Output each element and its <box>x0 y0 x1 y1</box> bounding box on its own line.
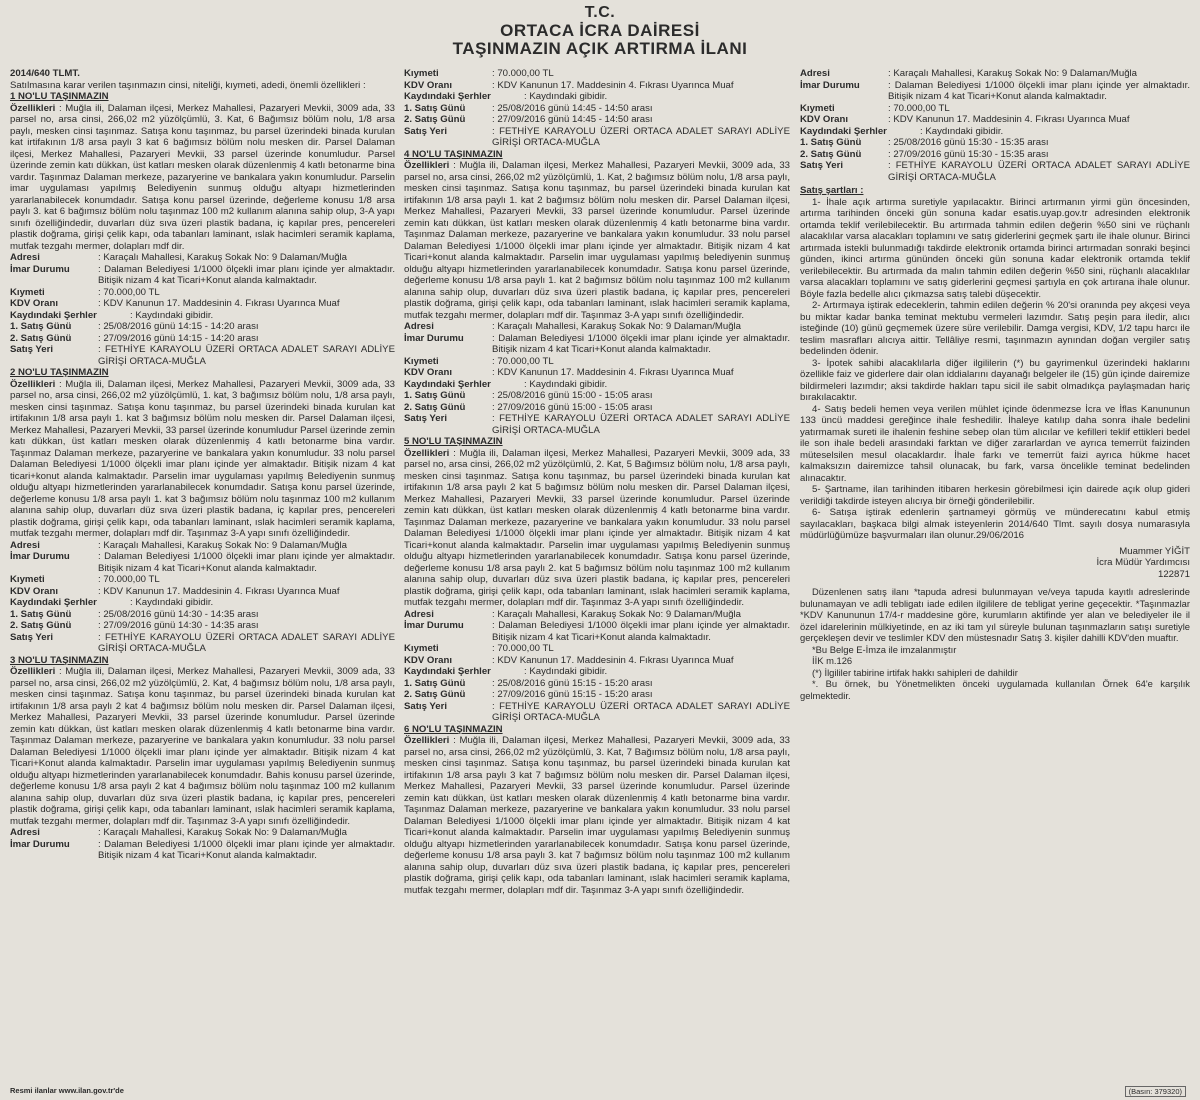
address-label: Adresi <box>10 539 40 551</box>
condition-2: 2- Artırmaya iştirak edeceklerin, tahmin edilen değerin % 20'si oranında pey akçesi veya bu miktar kadar banka teminat mektubu vermeleri lazımdır. Satış peşin para iledir, alıcı isteğinde (10) günü geçmemek üzere süre verilebilir. Damga vergisi, KDV, 1/2 tapu harcı ile teslim masrafları alıcıya aittir. Tellâliye resmi, taşınmazın aynından doğan vergiler satış bedelinden ödenir. <box>800 300 1190 357</box>
value-amount: : 70.000,00 TL <box>492 68 554 79</box>
sale2-label: 2. Satış Günü <box>404 689 466 700</box>
vat-value: : KDV Kanunun 17. Maddesinin 4. Fıkrası Uyarınca Muaf <box>98 585 340 597</box>
features-text: : Muğla ili, Dalaman ilçesi, Merkez Mahallesi, Pazaryeri Mevkii, 3009 ada, 33 parsel no, arsa cinsi, 266,02 m2 yüzölçümlü, 2. Kat, 5 Bağımsız bölüm nolu, 1/8 arsa paylı, mesken cinsi taşınmaz. Satışa konu taşınmaz, bu parsel üzerindeki binada kurulan kat irtifakının 1/8 arsa paylı 2 kat 5 bağımsız bölüm nolu mesken dir. Parsel Dalaman ilçesi, Merkez Mahallesi, Pazaryeri Mevkii, 33 parsel üzerinde konumludur. Parsel üzerinde zemin katı dükkan, üst katları mesken olarak düzenlenmiş 4 katlı betonarme bina vardır. Taşınmaz Dalaman merkeze, pazaryerine ve bankalara yakın konumludur. 33 nolu parsel Dalaman Belediyesi 1/1000 ölçekli imar planı içinde yer almaktadır. Bitişik nizam 4 kat Ticari+konut alanda kalmaktadır. Parselin imar uygulaması yapılmış Belediyenin sunmuş olduğu altyapı hizmetlerinden yararlanabilecek konumdadır. Satışa konu parsel üzerinde, değerleme konusu 1/8 arsa paylı 2. kat 5 bağımsız bölüm nolu taşınmaz 100 m2 kullanım alanına sahip olup, duvarları düz sıva üzeri plastik badana, iç kapılar pres, pencereleri plastik doğrama, girişi çelik kapı, oda tabanları laminant, ıslak hacimleri seramik kaplama, mutfak tezgahı mermer, dolapları mdf dir. Taşınmaz 3-A yapı sınıfı özelliğindedir. <box>404 447 790 608</box>
address-label: Adresi <box>404 608 434 620</box>
value-row <box>800 103 1190 115</box>
header-office: ORTACA İCRA DAİRESİ <box>500 21 700 40</box>
sale2-row <box>800 149 1190 161</box>
place-value: : FETHİYE KARAYOLU ÜZERİ ORTACA ADALET SARAYI ADLİYE GİRİŞİ ORTACA-MUĞLA <box>98 631 395 654</box>
value-label: Kıymeti <box>404 643 439 654</box>
condition-6: 6- Satışa iştirak edenlerin şartnameyi görmüş ve münderecatını kabul etmiş sayılacakları, başkaca bilgi almak isteyenlerin 2014/640 Tlmt. sayılı dosya numarasıyla müdürlüğümüze başvurmaları ilan olunur.29/06/2016 <box>800 507 1190 541</box>
property-3-cont <box>404 68 790 149</box>
vat-row <box>404 367 790 379</box>
features-label: Özellikleri <box>404 160 450 171</box>
address-row <box>800 68 1190 80</box>
annotations-value: : Kaydındaki gibidir. <box>920 125 1004 137</box>
sale2-label: 2. Satış Günü <box>10 620 72 631</box>
address-label: Adresi <box>800 68 830 79</box>
zoning-label: İmar Durumu <box>10 551 70 562</box>
annotations-label: Kaydındaki Şerhler <box>404 666 491 677</box>
annotations-row <box>10 310 395 322</box>
place-row <box>404 126 790 149</box>
condition-4: 4- Satış bedeli hemen veya verilen mühlet içinde ödenmezse İcra ve İflas Kanununun 133 üncü maddesi gereğince ihale feshedilir. İhaleye katılıp daha sonra ihale bedelini yatırmamak sureti ile ihalenin feshine sebep olan tüm alıcılar ve kefilleri teklif ettikleri bedel ile son ihale bedeli arasındaki farktan ve diğer zararlardan ve ayrıca temerrüt faizinden müteselsilen mesul olacaklardır. İhale farkı ve temerrüt faizi ayrıca hükme hacet kalmaksızın dairemizce tahsil olunacak, bu fark, varsa öncelikle teminat bedelinden alınacaktır. <box>800 403 1190 484</box>
annotations-value: : Kaydındaki gibidir. <box>524 91 608 102</box>
vat-row <box>10 298 395 310</box>
sale1-label: 1. Satış Günü <box>10 321 72 332</box>
vat-value: : KDV Kanunun 17. Maddesinin 4. Fıkrası Uyarınca Muaf <box>492 79 734 91</box>
vat-row <box>404 655 790 667</box>
features-text: : Muğla ili, Dalaman ilçesi, Merkez Mahallesi, Pazaryeri Mevkii, 3009 ada, 33 parsel no, arsa cinsi, 266,02 m2 yüzölçümlü, 3. Kat, 6 Bağımsız bölüm nolu, 1/8 arsa paylı, mesken cinsi taşınmaz. Satışa konu taşınmaz, bu parsel üzerindeki binada kurulan kat irtifakının 1/8 arsa paylı 3 kat 6 bağımsız bölüm nolu mesken dir. Parsel Dalaman ilçesi, Merkez Mahallesi, Pazaryeri Mevkii, 33 parsel üzerinde konumludur. Parsel üzerinde zemin katı dükkan, üst katları mesken olarak düzenlenmiş 4 katlı betonarme bina vardır. Taşınmaz Dalaman merkeze, pazaryerine ve bankalara yakın konumludur. Parselin imar uygulaması yapılmış Belediyenin sunmuş olduğu altyapı hizmetlerinden yararlanabilecek konumdadır. Satışa konu parsel üzerinde, değerleme konusu 1/8 arsa paylı 3. kat 6 bağımsız bölüm nolu taşınmaz 100 m2 kullanım alanına sahip olup, 3-A yapı sınıfı özelliğindedir, duvarları düz sıva üzeri plastik badana, iç kapılar pres, pencereleri plastik doğrama, girişi çelik kapı, oda tabanları laminant, ıslak hacimleri seramik kaplama, mutfak tezgahı mermer, dolapları mdf dir. <box>10 102 395 252</box>
value-amount: : 70.000,00 TL <box>492 643 554 654</box>
address-value: : Karaçalı Mahallesi, Karakuş Sokak No: 9 Dalaman/Muğla <box>492 608 742 620</box>
place-row <box>800 160 1190 183</box>
condition-3: 3- İpotek sahibi alacaklılarla diğer ilgililerin (*) bu gayrimenkul üzerindeki haklarını özellikle faiz ve giderlere dair olan iddialarını dayanağı belgeler ile (15) gün içinde dairemize bildirmeleri lazımdır; aksi takdirde hakları tapu sicil ile sabit olmadıkça paylaşmadan hariç bırakılacaktır. <box>800 357 1190 403</box>
annotations-row <box>404 666 790 678</box>
vat-value: : KDV Kanunun 17. Maddesinin 4. Fıkrası Uyarınca Muaf <box>492 367 734 378</box>
property-features <box>10 103 395 253</box>
condition-5: 5- Şartname, ilan tarihinden itibaren herkesin görebilmesi için dairede açık olup gideri verildiği takdirde isteyen alıcıya bir örneği gönderilebilir. <box>800 484 1190 507</box>
features-text: : Muğla ili, Dalaman ilçesi, Merkez Mahallesi, Pazaryeri Mevkii, 3009 ada, 33 parsel no, arsa cinsi, 266,02 m2 yüzölçümlü, 1. Kat, 2 bağımsız bölüm nolu, 1/8 arsa paylı, mesken cinsi taşınmaz. Satışa konu taşınmaz, bu parsel üzerindeki binada kurulan kat irtifakının 1/8 arsa paylı 1. kat 2 bağımsız bölüm nolu mesken dir. Parsel Dalaman ilçesi, Merkez Mahallesi, Pazaryeri Mevkii, 33 parsel üzerinde konumludur. Parsel üzerinde zemin katı dükkan, üst katları mesken olarak düzenlenmiş 4 katlı betonarme bina vardır. Taşınmaz Dalaman merkeze, pazaryerine ve bankalara yakın konumludur. 33 nolu parsel Dalaman Belediyesi 1/1000 ölçekli imar planı içinde yer almaktadır. Bitişik nizam 4 kat Ticari+konut alanda kalmaktadır. Parselin imar uygulaması yapılmış belediyenin sunmuş olduğu altyapı hizmetlerinden yararlanabilecek konumdadır. Satışa konu parsel üzerinde, değerleme konusu 1/8 arsa paylı 1. kat 2 bağımsız bölüm nolu taşınmaz 100 m2 kullanım alanına sahip olup, duvarları düz sıva üzeri plastik badana, iç kapılar pres, pencereleri plastik doğrama, girişi çelik kapı, oda tabanları laminant, ıslak hacimleri seramik kaplama, mutfak tezgahı mermer, dolapları mdf dir. Taşınmaz 3-A yapı sınıfı özelliğindedir. <box>404 160 790 321</box>
address-value: : Karaçalı Mahallesi, Karakuş Sokak No: 9 Dalaman/Muğla <box>888 68 1138 79</box>
sale1-row <box>404 390 790 402</box>
signature-title: İcra Müdür Yardımcısı <box>1096 557 1190 568</box>
column-3 <box>800 68 1190 1084</box>
property-2 <box>10 367 395 655</box>
sale1-row <box>10 321 395 333</box>
sale1-label: 1. Satış Günü <box>404 102 466 114</box>
condition-1: 1- İhale açık artırma suretiyle yapılacaktır. Birinci artırmanın yirmi gün öncesinden, artırma tarihinden önceki gün sonuna kadar esatis.uyap.gov.tr adresinden elektronik ortamda teklif verilebilecektir. Bu artırmada tahmin edilen değerin %50 sini ve rüçhanlı alacaklılar varsa alacakları toplamını ve satış giderlerini geçmek şartı ile ihale olunur. Birinci artırmada istekli bulunmadığı takdirde elektronik ortamda birinci artırmadan sonraki beşinci günden, ikinci artırma gününden önceki gün sonuna kadar elektronik ortamda teklif verilebilecektir. Bu artırmada da malın tahmin edilen değerin %50 sini, rüçhanlı alacaklılar varsa alacakları toplamını ve satış giderlerini geçmesi şartıyla en çok artırana ihale olunur. Böyle fazla bedelle alıcı çıkmazsa satış talebi düşecektir. <box>800 196 1190 300</box>
place-row <box>10 632 395 655</box>
value-label: Kıymeti <box>10 574 45 585</box>
zoning-value: : Dalaman Belediyesi 1/1000 ölçekli imar planı içinde yer almaktadır. Bitişik nizam 4 kat Ticari+Konut alanda kalmaktadır. <box>98 551 395 574</box>
sale2-label: 2. Satış Günü <box>404 114 466 125</box>
place-label: Satış Yeri <box>404 125 448 137</box>
property-3 <box>10 655 395 862</box>
sale2-label: 2. Satış Günü <box>800 148 862 160</box>
property-title: 5 NO'LU TAŞINMAZIN <box>404 436 503 447</box>
header-title: TAŞINMAZIN AÇIK ARTIRMA İLANI <box>452 39 748 58</box>
sale1-value: : 25/08/2016 günü 15:00 - 15:05 arası <box>492 390 653 401</box>
intro-text: Satılmasına karar verilen taşınmazın cinsi, niteliği, kıymeti, adedi, önemli özellikleri : <box>10 79 366 91</box>
column-2 <box>404 68 790 1084</box>
sale1-label: 1. Satış Günü <box>404 677 466 689</box>
place-value: : FETHİYE KARAYOLU ÜZERİ ORTACA ADALET SARAYI ADLİYE GİRİŞİ ORTACA-MUĞLA <box>492 413 790 436</box>
vat-label: KDV Oranı <box>10 298 58 309</box>
address-row <box>10 827 395 839</box>
zoning-value: : Dalaman Belediyesi 1/1000 ölçekli imar planı içinde yer almaktadır. Bitişik nizam 4 kat Ticari+Konut alanda kalmaktadır. <box>888 79 1190 102</box>
annotations-label: Kaydındaki Şerhler <box>10 597 97 608</box>
sale1-row <box>404 103 790 115</box>
vat-label: KDV Oranı <box>800 114 848 125</box>
property-1 <box>10 91 395 367</box>
property-features <box>10 666 395 827</box>
features-label: Özellikleri <box>404 735 450 746</box>
sale2-value: : 27/09/2016 günü 14:45 - 14:50 arası <box>492 114 653 125</box>
annotations-label: Kaydındaki Şerhler <box>800 125 887 137</box>
sale1-row <box>800 137 1190 149</box>
sale1-value: : 25/08/2016 günü 14:15 - 14:20 arası <box>98 321 259 332</box>
place-value: : FETHİYE KARAYOLU ÜZERİ ORTACA ADALET SARAYI ADLİYE GİRİŞİ ORTACA-MUĞLA <box>98 344 395 367</box>
signature-block <box>800 546 1190 581</box>
value-row <box>404 68 790 80</box>
sale1-label: 1. Satış Günü <box>404 390 466 401</box>
address-row <box>404 609 790 621</box>
address-value: : Karaçalı Mahallesi, Karakuş Sokak No: 9 Dalaman/Muğla <box>98 252 348 263</box>
vat-label: KDV Oranı <box>404 654 452 666</box>
zoning-label: İmar Durumu <box>800 79 860 91</box>
note-1: Düzenlenen satış ilanı *tapuda adresi bulunmayan ve/veya tapuda kayıtlı adreslerinde bulunamayan ve adli tebligatı iade edilen ilgililere de tebligat yerine geçecektir. *Taşınmazlar *KDV Kanununun 17/4-r maddesine göre, kurumların aktifinde yer alan ve belediyeler ile il özel idarelerinin mülkiyetinde, en az iki tam yıl süreyle bulunan taşınmazların satışı suretiyle gerçekleşen devir ve teslimler KDV den müstesnadır Satış 3. kişiler dahilli KDV'den muaftır. <box>800 586 1190 643</box>
zoning-row <box>10 839 395 862</box>
property-5 <box>404 436 790 724</box>
address-label: Adresi <box>404 321 434 332</box>
value-label: Kıymeti <box>404 355 439 367</box>
annotations-value: : Kaydındaki gibidir. <box>130 309 214 321</box>
signature-name: Muammer YİĞİT <box>1119 545 1190 557</box>
notes-block <box>800 586 1190 701</box>
sale1-value: : 25/08/2016 günü 14:45 - 14:50 arası <box>492 102 653 114</box>
property-features <box>404 448 790 609</box>
value-row <box>10 574 395 586</box>
property-title: 1 NO'LU TAŞINMAZIN <box>10 91 109 102</box>
property-title: 3 NO'LU TAŞINMAZIN <box>10 654 109 666</box>
file-number: 2014/640 TLMT. <box>10 68 80 79</box>
sale2-label: 2. Satış Günü <box>404 401 466 413</box>
sale2-value: : 27/09/2016 günü 14:15 - 14:20 arası <box>98 332 259 344</box>
sale2-row <box>404 114 790 126</box>
sale2-row <box>10 333 395 345</box>
vat-label: KDV Oranı <box>404 367 452 378</box>
property-6 <box>404 724 790 897</box>
note-3: İİK m.126 <box>812 655 853 666</box>
value-label: Kıymeti <box>800 102 835 114</box>
place-label: Satış Yeri <box>10 344 54 355</box>
vat-row <box>10 586 395 598</box>
address-row <box>404 321 790 333</box>
zoning-value: : Dalaman Belediyesi 1/1000 ölçekli imar planı içinde yer almaktadır. Bitişik nizam 4 kat Ticari+Konut alanda kalmaktadır. <box>98 263 395 286</box>
address-value: : Karaçalı Mahallesi, Karakuş Sokak No: 9 Dalaman/Muğla <box>98 539 348 551</box>
value-amount: : 70.000,00 TL <box>492 355 554 367</box>
vat-value: : KDV Kanunun 17. Maddesinin 4. Fıkrası Uyarınca Muaf <box>888 114 1130 125</box>
address-value: : Karaçalı Mahallesi, Karakuş Sokak No: 9 Dalaman/Muğla <box>98 827 348 838</box>
features-label: Özellikleri <box>10 666 56 677</box>
value-amount: : 70.000,00 TL <box>888 102 950 114</box>
vat-value: : KDV Kanunun 17. Maddesinin 4. Fıkrası Uyarınca Muaf <box>492 654 734 666</box>
sale2-row <box>404 689 790 701</box>
annotations-value: : Kaydındaki gibidir. <box>524 378 608 390</box>
sale2-row <box>10 620 395 632</box>
zoning-row <box>10 264 395 287</box>
zoning-row <box>10 551 395 574</box>
sale1-value: : 25/08/2016 günü 14:30 - 14:35 arası <box>98 608 259 620</box>
conditions-title: Satış şartları : <box>800 185 864 196</box>
property-features <box>404 735 790 896</box>
value-label: Kıymeti <box>10 286 45 298</box>
sale1-row <box>404 678 790 690</box>
sale2-row <box>404 402 790 414</box>
vat-row <box>404 80 790 92</box>
column-1 <box>10 68 395 1084</box>
annotations-row <box>404 379 790 391</box>
annotations-row <box>10 597 395 609</box>
value-amount: : 70.000,00 TL <box>98 574 160 585</box>
annotations-row <box>404 91 790 103</box>
place-value: : FETHİYE KARAYOLU ÜZERİ ORTACA ADALET SARAYI ADLİYE GİRİŞİ ORTACA-MUĞLA <box>888 160 1190 183</box>
vat-row <box>800 114 1190 126</box>
sale2-value: : 27/09/2016 günü 15:15 - 15:20 arası <box>492 689 653 700</box>
place-value: : FETHİYE KARAYOLU ÜZERİ ORTACA ADALET SARAYI ADLİYE GİRİŞİ ORTACA-MUĞLA <box>492 125 790 148</box>
address-row <box>10 252 395 264</box>
property-title: 4 NO'LU TAŞINMAZIN <box>404 148 503 160</box>
features-text: : Muğla ili, Dalaman ilçesi, Merkez Mahallesi, Pazaryeri Mevkii, 3009 ada, 33 parsel no, arsa cinsi, 266,02 m2 yüzölçümlü, 2. Kat, 4 bağımsız bölüm nolu, 1/8 arsa paylı, mesken cinsi taşınmaz. Satışa konu taşınmaz, bu parsel üzerindeki binada kurulan kat irtifakının 1/8 arsa paylı 2 kat 4 bağımsız bölüm nolu mesken dir. Parsel Dalaman ilçesi, Merkez Mahallesi, Pazaryeri Mevkii, 33 parsel üzerinde konumludur. Parsel üzerinde zemin katı dükkan, üst katları mesken olarak düzenlenmiş 4 katlı betonarme bina vardır. Taşınmaz Dalaman merkeze, pazaryerine ve bankalara yakın konumludur. 33 nolu parsel Dalaman Belediyesi 1/1000 ölçekli imar planı içinde yer almaktadır. Bitişik nizam 4 kat Ticari+Konut alanda kalmaktadır. Parselin imar uygulaması yapılmış Belediyenin sunmuş olduğu altyapı hizmetlerinden yararlanabilecek konumdadır. Bahis konusu parsel üzerinde, değerleme konusu 1/8 arsa paylı 2 kat 4 bağımsız bölüm nolu taşınmaz 100 m2 kullanım alanına sahip olup, duvarları düz sıva üzeri plastik badana, iç kapılar pres, pencereleri plastik doğrama, girişi çelik kapı, oda tabanları laminant, ıslak hacimleri seramik kaplama, mutfak tezgahı mermer, dolapları mdf dir. Taşınmaz 3-A yapı sınıfı özelliğindedir. <box>10 666 395 827</box>
sale1-value: : 25/08/2016 günü 15:30 - 15:35 arası <box>888 137 1049 148</box>
vat-value: : KDV Kanunun 17. Maddesinin 4. Fıkrası Uyarınca Muaf <box>98 298 340 309</box>
place-label: Satış Yeri <box>404 413 448 424</box>
zoning-label: İmar Durumu <box>10 838 70 850</box>
sale1-label: 1. Satış Günü <box>800 137 862 148</box>
property-6-cont <box>800 68 1190 183</box>
annotations-label: Kaydındaki Şerhler <box>404 91 491 102</box>
property-features <box>10 379 395 540</box>
vat-label: KDV Oranı <box>404 79 452 91</box>
sale2-value: : 27/09/2016 günü 14:30 - 14:35 arası <box>98 620 259 631</box>
header-tc: T.C. <box>584 4 616 21</box>
annotations-label: Kaydındaki Şerhler <box>404 378 491 390</box>
address-value: : Karaçalı Mahallesi, Karakuş Sokak No: 9 Dalaman/Muğla <box>492 321 742 332</box>
zoning-value: : Dalaman Belediyesi 1/1000 ölçekli imar planı içinde yer almaktadır. Bitişik nizam 4 kat Ticari+Konut alanda kalmaktadır. <box>492 620 790 643</box>
zoning-row <box>404 333 790 356</box>
place-row <box>404 701 790 724</box>
place-row <box>404 413 790 436</box>
sale1-label: 1. Satış Günü <box>10 608 72 620</box>
place-label: Satış Yeri <box>10 631 54 643</box>
footer-press-number: (Basın: 379320) <box>1125 1086 1186 1097</box>
notice-header <box>0 0 1200 62</box>
value-row <box>404 356 790 368</box>
signature-number: 122871 <box>1157 568 1190 580</box>
zoning-row <box>800 80 1190 103</box>
zoning-label: İmar Durumu <box>404 332 464 344</box>
value-row <box>10 287 395 299</box>
features-text: : Muğla ili, Dalaman ilçesi, Merkez Mahallesi, Pazaryeri Mevkii, 3009 ada, 33 parsel no, arsa cinsi, 266,02 m2 yüzölçümlü, 1. kat, 3 bağımsız bölüm nolu, 1/8 arsa paylı, mesken cinsi taşınmaz. Satışa konu taşınmaz, bu parsel üzerindeki binada kurulan kat irtifakının 1/8 arsa paylı 1. kat 3 bağımsız bölüm nolu mesken dir. Parsel Dalaman ilçesi, Merkez Mahallesi, Pazaryeri Mevkii, 33 parsel üzerinde konumludur Parsel üzerinde zemin katı dükkan, üst katları mesken olarak düzenlenmiş 4 katlı betonarme bina vardır. Taşınmaz Dalaman merkeze, pazaryerine ve bankalara yakın konumludur. 33 nolu parsel Dalaman Belediyesi 1/1000 ölçekli imar planı içinde yer almaktadır. Bitişik nizam 4 kat ticari+konut alanda kalmaktadır. Parselin imar uygulaması yapılmış Belediyenin sunmuş olduğu altyapı hizmetlerinden yararlanabilecek konumdadır. Satışa konu parsel üzerinde, değerleme konusu 1/8 arsa paylı 1. kat 3 bağımsız bölüm nolu taşınmaz 100 m2 kullanım alanına sahip olup, duvarları düz sıva üzeri plastik badana, iç kapılar pres, pencereleri plastik doğrama, girişi çelik kapı, oda tabanları laminant, ıslak hacimleri seramik kaplama, mutfak tezgahı mermer, dolapları mdf dir. Taşınmaz 3-A yapı sınıfı özelliğindedir. <box>10 378 395 539</box>
annotations-row <box>800 126 1190 138</box>
features-label: Özellikleri <box>404 447 450 459</box>
note-4: (*) İlgililer tabirine irtifak hakkı sahipleri de dahildir <box>812 666 1018 678</box>
note-5: *. Bu örnek, bu Yönetmelikten önceki uygulamada kullanılan Örnek 64'e karşılık gelmektedir. <box>800 678 1190 701</box>
sale2-label: 2. Satış Günü <box>10 332 72 344</box>
address-row <box>10 540 395 552</box>
property-features <box>404 160 790 321</box>
place-value: : FETHİYE KARAYOLU ÜZERİ ORTACA ADALET SARAYI ADLİYE GİRİŞİ ORTACA-MUĞLA <box>492 700 790 723</box>
note-2: *Bu Belge E-İmza ile imzalanmıştır <box>812 643 957 655</box>
value-amount: : 70.000,00 TL <box>98 286 160 298</box>
zoning-label: İmar Durumu <box>404 620 464 631</box>
sale2-value: : 27/09/2016 günü 15:00 - 15:05 arası <box>492 401 653 413</box>
place-row <box>10 344 395 367</box>
annotations-value: : Kaydındaki gibidir. <box>130 597 214 608</box>
footer-website: Resmi ilanlar www.ilan.gov.tr'de <box>10 1086 124 1095</box>
zoning-value: : Dalaman Belediyesi 1/1000 ölçekli imar planı içinde yer almaktadır. Bitişik nizam 4 kat Ticari+Konut alanda kalmaktadır. <box>492 332 790 355</box>
zoning-value: : Dalaman Belediyesi 1/1000 ölçekli imar planı içinde yer almaktadır. Bitişik nizam 4 kat Ticari+Konut alanda kalmaktadır. <box>98 838 395 861</box>
place-label: Satış Yeri <box>404 700 448 712</box>
place-label: Satış Yeri <box>800 160 844 171</box>
vat-label: KDV Oranı <box>10 585 58 597</box>
zoning-label: İmar Durumu <box>10 263 70 275</box>
property-title: 2 NO'LU TAŞINMAZIN <box>10 367 109 378</box>
features-label: Özellikleri <box>10 378 56 390</box>
address-label: Adresi <box>10 252 40 263</box>
value-label: Kıymeti <box>404 68 439 79</box>
annotations-value: : Kaydındaki gibidir. <box>524 666 608 677</box>
zoning-row <box>404 620 790 643</box>
property-title: 6 NO'LU TAŞINMAZIN <box>404 723 503 735</box>
sale1-value: : 25/08/2016 günü 15:15 - 15:20 arası <box>492 677 653 689</box>
sale2-value: : 27/09/2016 günü 15:30 - 15:35 arası <box>888 148 1049 160</box>
property-4 <box>404 149 790 437</box>
annotations-label: Kaydındaki Şerhler <box>10 309 97 321</box>
features-label: Özellikleri <box>10 102 56 114</box>
address-label: Adresi <box>10 827 40 838</box>
sale1-row <box>10 609 395 621</box>
value-row <box>404 643 790 655</box>
features-text: : Muğla ili, Dalaman ilçesi, Merkez Mahallesi, Pazaryeri Mevkii, 3009 ada, 33 parsel no, arsa cinsi, 266,02 m2 yüzölçümlü, 3. Kat, 7 Bağımsız bölüm nolu, 1/8 arsa paylı, mesken cinsi taşınmaz. Satışa konu taşınmaz, bu parsel üzerindeki binada kurulan kat irtifakının 1/8 arsa paylı 3 kat 7 bağımsız bölüm nolu mesken dir. Parsel Dalaman ilçesi, Merkez Mahallesi, Pazaryeri Mevkii, 33 parsel üzerinde konumludur. Parsel üzerinde zemin katı dükkan, üst katları mesken olarak düzenlenmiş 4 katlı betonarme bina vardır. Taşınmaz Dalaman merkeze, pazaryerine ve bankalara yakın konumludur. 33 nolu parsel Dalaman Belediyesi 1/1000 ölçekli imar planı içinde yer almaktadır. Bitişik nizam 4 kat Ticari+konut alanda kalmaktadır. Parselin imar uygulaması yapılmış Belediyenin sunmuş olduğu altyapı hizmetlerinden yararlanabilecek konumdadır. Satışa konu parsel üzerinde, değerleme konusu 1/8 arsa paylı 3. kat 7 bağımsız bölüm nolu taşınmaz 100 m2 kullanım alanına sahip olup, duvarları düz sıva üzeri plastik badana, iç kapılar pres, pencereleri plastik doğrama, girişi çelik kapı, oda tabanları laminant, ıslak hacimleri seramik kaplama, mutfak tezgahı mermer, dolapları mdf dir. Taşınmaz 3-A yapı sınıfı özelliğindedir. <box>404 735 790 896</box>
